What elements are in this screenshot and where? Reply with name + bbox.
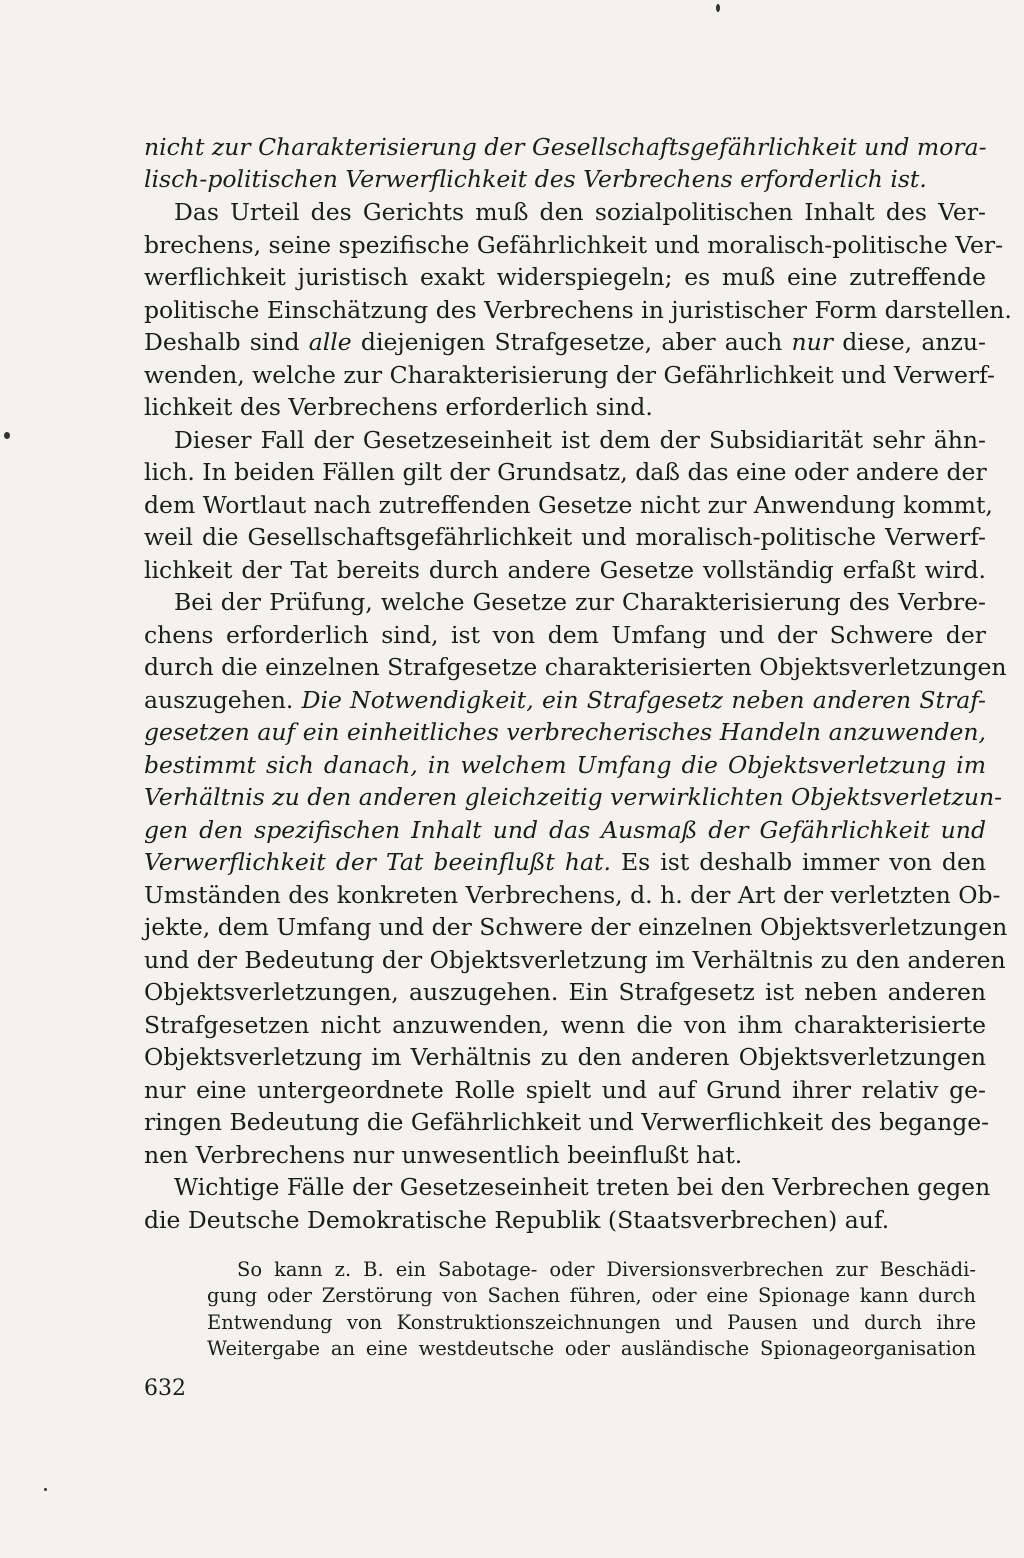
paragraph-2-line-4: politische Einschätzung des Verbrechens in juristischer Form darstellen.: [144, 296, 1012, 324]
page-number: 632: [144, 1376, 186, 1401]
paragraph-2-line-7: lichkeit des Verbrechens erforderlich sind.: [144, 393, 653, 421]
text-run: diese, anzu-: [833, 328, 986, 356]
footnote-line-2: gung oder Zerstörung von Sachen führen, oder eine Spionage kann durch: [207, 1284, 976, 1307]
paragraph-4-line-12: und der Bedeutung der Objektsverletzung im Verhältnis zu den anderen: [144, 946, 1006, 974]
paragraph-5-line-1: Wichtige Fälle der Gesetzeseinheit treten bei den Verbrechen gegen: [174, 1173, 991, 1201]
paragraph-4-line-14: Strafgesetzen nicht anzuwenden, wenn die von ihm charakterisierte: [144, 1011, 986, 1039]
italic-text: bestimmt sich danach, in welchem Umfang die Objektsverletzung im: [144, 751, 986, 779]
paragraph-2-line-3: werflichkeit juristisch exakt widerspiegeln; es muß eine zutreffende: [144, 263, 986, 291]
italic-text: nicht zur Charakterisierung der Gesellschaftsgefährlichkeit und mora-: [144, 133, 987, 161]
italic-text: nur: [791, 328, 834, 356]
paragraph-4-line-17: ringen Bedeutung die Gefährlichkeit und Verwerflichkeit des begange-: [144, 1108, 990, 1136]
footnote-line-4: Weitergabe an eine westdeutsche oder ausländische Spionageorganisation: [207, 1337, 976, 1360]
text-run: auszugehen.: [144, 686, 302, 714]
paragraph-4-line-11: jekte, dem Umfang und der Schwere der einzelnen Objektsverletzungen: [144, 913, 1008, 941]
paragraph-5-line-2: die Deutsche Demokratische Republik (Staatsverbrechen) auf.: [144, 1206, 890, 1234]
paragraph-4-line-2: chens erforderlich sind, ist von dem Umfang und der Schwere der: [144, 621, 986, 649]
paragraph-4-line-5: [144, 718, 986, 746]
scan-speck: [44, 1488, 47, 1491]
paragraph-3-line-5: lichkeit der Tat bereits durch andere Gesetze vollständig erfaßt wird.: [144, 556, 986, 584]
text-run: Es ist deshalb immer von den: [610, 848, 986, 876]
paragraph-3-line-2: lich. In beiden Fällen gilt der Grundsatz, daß das eine oder andere der: [144, 458, 987, 486]
paragraph-2-line-6: wenden, welche zur Charakterisierung der Gefährlichkeit und Verwerf-: [144, 361, 995, 389]
text-run: diejenigen Strafgesetze, aber auch: [351, 328, 792, 356]
paragraph-3-line-3: dem Wortlaut nach zutreffenden Gesetze nicht zur Anwendung kommt,: [144, 491, 993, 519]
paragraph-4-line-6: [144, 751, 986, 779]
paragraph-2-line-1: Das Urteil des Gerichts muß den sozialpolitischen Inhalt des Ver-: [174, 198, 986, 226]
italic-text: gen den spezifischen Inhalt und das Ausmaß der Gefährlichkeit und: [144, 816, 986, 844]
footnote-line-3: Entwendung von Konstruktionszeichnungen und Pausen und durch ihre: [207, 1311, 976, 1334]
paragraph-4-line-9: [144, 848, 986, 876]
paragraph-4-line-3: durch die einzelnen Strafgesetze charakterisierten Objektsverletzungen: [144, 653, 1007, 681]
paragraph-2-line-5: [144, 328, 986, 356]
paragraph-3-line-1: Dieser Fall der Gesetzeseinheit ist dem der Subsidiarität sehr ähn-: [174, 426, 986, 454]
paragraph-4-line-13: Objektsverletzungen, auszugehen. Ein Strafgesetz ist neben anderen: [144, 978, 986, 1006]
footnote-line-1: So kann z. B. ein Sabotage- oder Diversionsverbrechen zur Beschädi-: [237, 1258, 976, 1281]
scan-speck: [4, 432, 10, 439]
paragraph-4-line-15: Objektsverletzung im Verhältnis zu den anderen Objektsverletzungen: [144, 1043, 986, 1071]
italic-text: Verwerflichkeit der Tat beeinflußt hat.: [144, 848, 611, 876]
paragraph-1-line-1: [144, 133, 987, 161]
italic-text: gesetzen auf ein einheitliches verbrecherisches Handeln anzuwenden,: [144, 718, 986, 746]
italic-text: Verhältnis zu den anderen gleichzeitig verwirklichten Objektsverletzun-: [144, 783, 1003, 811]
paragraph-1-line-2: [144, 165, 986, 193]
paragraph-2-line-2: brechens, seine spezifische Gefährlichkeit und moralisch-politische Ver-: [144, 231, 1004, 259]
italic-text: lisch-politischen Verwerflichkeit des Verbrechens erforderlich ist.: [144, 165, 927, 193]
paragraph-4-line-8: [144, 816, 986, 844]
italic-text: Die Notwendigkeit, ein Strafgesetz neben anderen Straf-: [301, 686, 986, 714]
paragraph-4-line-4: [144, 686, 986, 714]
paragraph-4-line-1: Bei der Prüfung, welche Gesetze zur Charakterisierung des Verbre-: [174, 588, 986, 616]
paragraph-3-line-4: weil die Gesellschaftsgefährlichkeit und moralisch-politische Verwerf-: [144, 523, 986, 551]
paragraph-4-line-10: Umständen des konkreten Verbrechens, d. h. der Art der verletzten Ob-: [144, 881, 1001, 909]
paragraph-4-line-16: nur eine untergeordnete Rolle spielt und auf Grund ihrer relativ ge-: [144, 1076, 986, 1104]
scan-speck: [716, 4, 720, 12]
paragraph-4-line-7: [144, 783, 1003, 811]
italic-text: alle: [308, 328, 352, 356]
paragraph-4-line-18: nen Verbrechens nur unwesentlich beeinflußt hat.: [144, 1141, 743, 1169]
text-run: Deshalb sind: [144, 328, 309, 356]
